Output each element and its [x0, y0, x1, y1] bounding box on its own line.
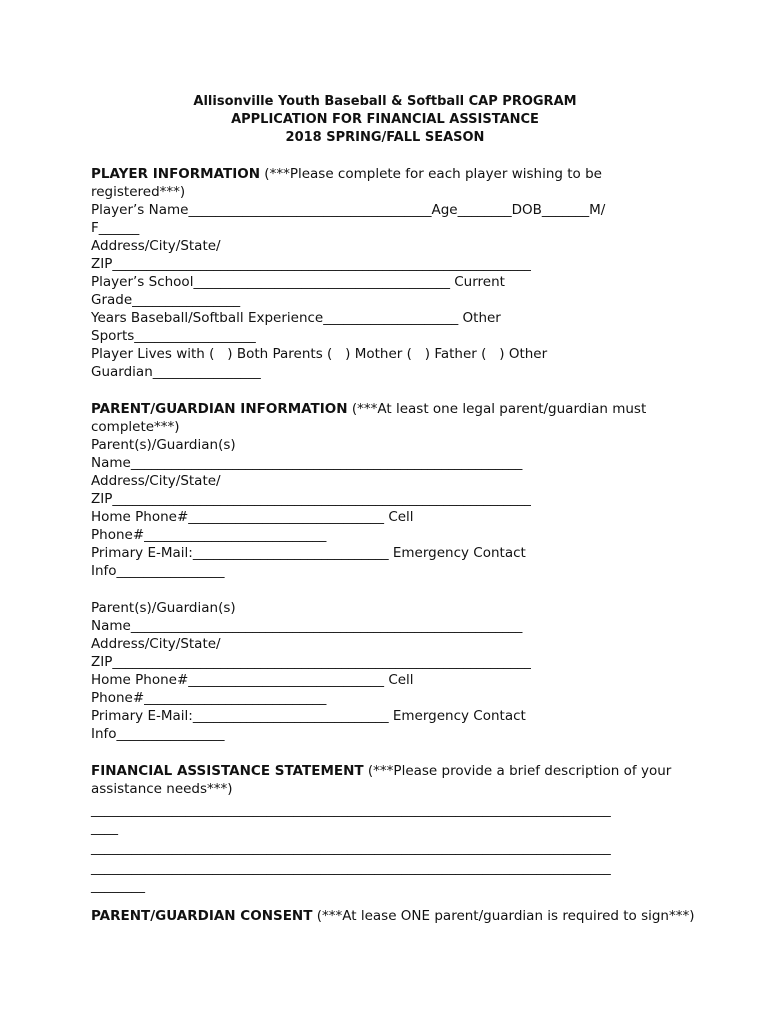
form-line: assistance needs***): [91, 781, 233, 797]
financial-section-note: (***Please provide a brief description of your: [363, 763, 672, 779]
financial-statement-line[interactable]: ________: [91, 878, 145, 894]
form-label: Parent(s)/Guardian(s): [91, 437, 236, 453]
player-school-field[interactable]: Player’s School______________________________________ Current: [91, 274, 505, 290]
player-section-heading: PLAYER INFORMATION: [91, 166, 261, 182]
parent-2-email-field[interactable]: Primary E-Mail:_____________________________ Emergency Contact: [91, 708, 526, 724]
parent-2-cell-phone-field[interactable]: Phone#___________________________: [91, 690, 327, 706]
form-label: Parent(s)/Guardian(s): [91, 600, 236, 616]
financial-statement-line[interactable]: _____________________________________________________________________________: [91, 840, 611, 856]
financial-statement-line[interactable]: _____________________________________________________________________________: [91, 860, 611, 876]
player-address-field[interactable]: ZIP______________________________________________________________: [91, 256, 531, 272]
consent-section-heading: PARENT/GUARDIAN CONSENT: [91, 908, 313, 924]
parent-1-home-phone-field[interactable]: Home Phone#_____________________________ Cell: [91, 509, 414, 525]
form-title-line-2: APPLICATION FOR FINANCIAL ASSISTANCE: [231, 112, 539, 127]
parent-section-note: (***At least one legal parent/guardian must: [347, 401, 647, 417]
parent-1-cell-phone-field[interactable]: Phone#___________________________: [91, 527, 327, 543]
form-line: complete***): [91, 419, 180, 435]
form-label: Address/City/State/: [91, 636, 221, 652]
player-grade-field[interactable]: Grade________________: [91, 292, 241, 308]
player-section-note: (***Please complete for each player wishing to be: [260, 166, 602, 182]
form-line: registered***): [91, 184, 186, 200]
parent-1-email-field[interactable]: Primary E-Mail:_____________________________ Emergency Contact: [91, 545, 526, 561]
parent-section-heading: PARENT/GUARDIAN INFORMATION: [91, 401, 348, 417]
parent-section-header: [91, 400, 646, 418]
financial-section-header: [91, 762, 671, 780]
form-title-line-1: Allisonville Youth Baseball & Softball CAP PROGRAM: [193, 94, 577, 109]
player-sex-field[interactable]: F______: [91, 220, 140, 236]
form-title-line-3: 2018 SPRING/FALL SEASON: [285, 130, 485, 145]
player-experience-field[interactable]: Years Baseball/Softball Experience____________________ Other: [91, 310, 501, 326]
player-other-sports-field[interactable]: Sports__________________: [91, 328, 256, 344]
player-guardian-field[interactable]: Guardian________________: [91, 364, 261, 380]
parent-2-address-field[interactable]: ZIP______________________________________________________________: [91, 654, 531, 670]
parent-1-emergency-contact-field[interactable]: Info________________: [91, 563, 225, 579]
parent-2-emergency-contact-field[interactable]: Info________________: [91, 726, 225, 742]
form-label: Address/City/State/: [91, 473, 221, 489]
parent-2-home-phone-field[interactable]: Home Phone#_____________________________ Cell: [91, 672, 414, 688]
form-label: Address/City/State/: [91, 238, 221, 254]
consent-section-header: [91, 907, 695, 925]
consent-section-note: (***At lease ONE parent/guardian is required to sign***): [312, 908, 695, 924]
player-section-header: [91, 165, 602, 183]
parent-2-name-field[interactable]: Name__________________________________________________________: [91, 618, 523, 634]
player-lives-with-options[interactable]: Player Lives with ( ) Both Parents ( ) Mother ( ) Father ( ) Other: [91, 346, 548, 362]
parent-1-address-field[interactable]: ZIP______________________________________________________________: [91, 491, 531, 507]
financial-section-heading: FINANCIAL ASSISTANCE STATEMENT: [91, 763, 364, 779]
parent-1-name-field[interactable]: Name__________________________________________________________: [91, 455, 523, 471]
financial-statement-line[interactable]: ____: [91, 820, 118, 836]
player-name-field[interactable]: Player’s Name____________________________________Age________DOB_______M/: [91, 202, 606, 218]
financial-statement-line[interactable]: _____________________________________________________________________________: [91, 802, 611, 818]
